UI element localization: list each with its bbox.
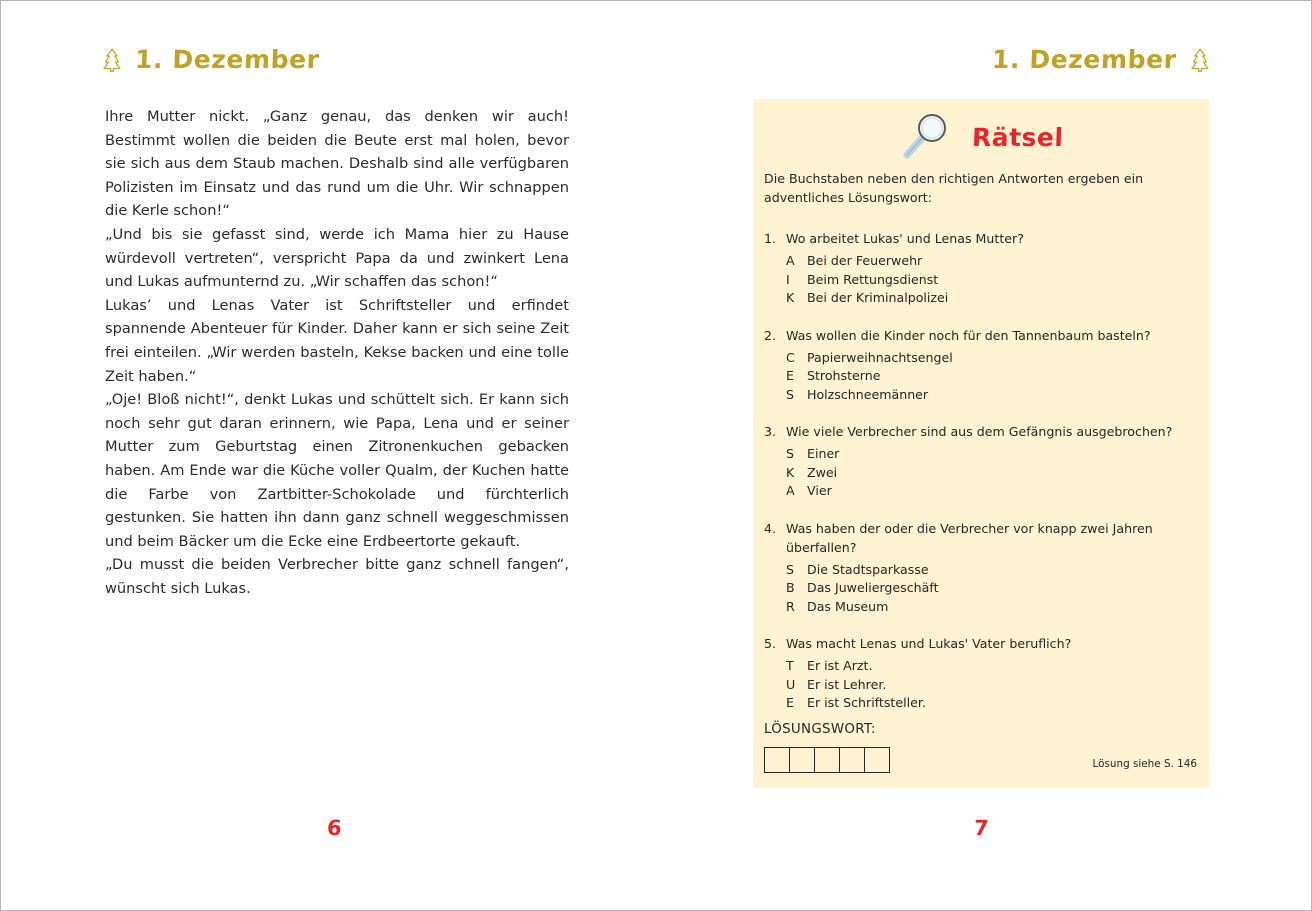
answer-letter: B xyxy=(786,580,795,595)
story-paragraph: „Du musst die beiden Verbrecher bitte ganz schnell fangen“, wünscht sich Lukas. xyxy=(105,556,569,597)
answer-text: Papierweihnachtsengel xyxy=(807,349,953,365)
question-line xyxy=(764,634,1184,653)
question-block xyxy=(764,229,1184,308)
answer-option[interactable] xyxy=(764,386,1184,405)
story-text xyxy=(105,105,569,600)
answer-option[interactable] xyxy=(764,482,1184,501)
left-page-title: 1. Dezember xyxy=(134,45,321,74)
right-page-header xyxy=(992,45,1211,74)
answer-letter: E xyxy=(786,368,794,383)
answer-option[interactable] xyxy=(764,561,1184,580)
answer-letter: C xyxy=(786,349,795,365)
solution-word-label: LÖSUNGSWORT: xyxy=(764,722,876,737)
answer-text: Die Stadtsparkasse xyxy=(807,561,929,577)
answer-option[interactable] xyxy=(764,367,1184,386)
answer-text: Strohsterne xyxy=(807,368,881,383)
question-text: Was macht Lenas und Lukas' Vater beruflich? xyxy=(786,636,1072,651)
story-paragraph: Lukas’ und Lenas Vater ist Schriftsteller und erfindet spannende Abenteuer für Kinder. Daher kann er sich seine Zeit frei einteilen. „Wir werden basteln, Kekse backen und eine tolle Zeit haben.“ xyxy=(105,296,569,385)
answer-option[interactable] xyxy=(764,598,1184,617)
answer-letter: K xyxy=(786,290,795,305)
puzzle-title: Rätsel xyxy=(971,123,1065,152)
answer-letter: A xyxy=(786,483,795,498)
answer-option[interactable] xyxy=(764,579,1184,598)
puzzle-panel xyxy=(753,99,1209,788)
question-line xyxy=(764,326,1184,345)
solution-word-boxes[interactable] xyxy=(764,747,889,773)
question-number: 1. xyxy=(764,231,777,246)
answer-text: Holzschneemänner xyxy=(807,386,929,402)
solution-reference-note: Lösung siehe S. 146 xyxy=(1092,758,1197,770)
answer-text: Beim Rettungsdienst xyxy=(807,271,939,287)
answer-option[interactable] xyxy=(764,252,1184,271)
question-text: Wo arbeitet Lukas' und Lenas Mutter? xyxy=(786,231,1024,246)
answer-letter: K xyxy=(786,464,795,480)
question-number: 2. xyxy=(764,327,777,343)
question-number: 5. xyxy=(764,636,777,651)
answer-letter: R xyxy=(786,598,795,614)
puzzle-content xyxy=(764,169,1184,731)
answer-option[interactable] xyxy=(764,694,1184,713)
solution-letter-box[interactable] xyxy=(789,747,815,773)
question-number: 4. xyxy=(764,520,777,536)
answer-text: Er ist Arzt. xyxy=(807,658,873,673)
solution-letter-box[interactable] xyxy=(839,747,865,773)
question-line xyxy=(764,519,1184,557)
answer-option[interactable] xyxy=(764,676,1184,695)
story-paragraph: Ihre Mutter nickt. „Ganz genau, das denken wir auch! Bestimmt wollen die beiden die Beute erst mal holen, bevor sie sich aus dem Staub machen. Deshalb sind alle verfügbaren Polizisten im Einsatz und das rund um die Uhr. Wir schnappen die Kerle schon!“ xyxy=(105,108,569,220)
solution-letter-box[interactable] xyxy=(814,747,840,773)
puzzle-intro: Die Buchstaben neben den richtigen Antworten ergeben ein adventliches Lösungswort: xyxy=(764,171,1144,205)
answer-letter: E xyxy=(786,695,794,710)
answer-text: Einer xyxy=(807,446,840,461)
page-number-right: 7 xyxy=(973,816,990,840)
question-number: 3. xyxy=(764,424,777,439)
answer-text: Zwei xyxy=(807,464,838,480)
question-block xyxy=(764,422,1184,501)
answer-letter: A xyxy=(786,253,795,268)
answer-option[interactable] xyxy=(764,289,1184,308)
answer-text: Bei der Kriminalpolizei xyxy=(807,290,949,305)
answer-text: Bei der Feuerwehr xyxy=(807,253,923,268)
answer-text: Er ist Lehrer. xyxy=(807,676,887,692)
answer-option[interactable] xyxy=(764,464,1184,483)
answer-text: Das Museum xyxy=(807,598,889,614)
answer-letter: S xyxy=(786,386,794,402)
question-list xyxy=(764,229,1184,713)
story-paragraph: „Und bis sie gefasst sind, werde ich Mama hier zu Hause würdevoll vertreten“, verspricht Papa da und zwinkert Lena und Lukas aufmunternd zu. „Wir schaffen das schon!“ xyxy=(105,225,569,291)
question-text: Wie viele Verbrecher sind aus dem Gefängnis ausgebrochen? xyxy=(786,424,1173,439)
answer-letter: T xyxy=(786,658,794,673)
question-line xyxy=(764,229,1184,248)
left-page-header xyxy=(101,45,320,74)
answer-option[interactable] xyxy=(764,349,1184,368)
question-block xyxy=(764,326,1184,405)
answer-letter: I xyxy=(786,271,790,287)
magnifying-glass-icon xyxy=(898,109,954,166)
answer-text: Das Juweliergeschäft xyxy=(807,580,939,595)
story-paragraph: „Oje! Bloß nicht!“, denkt Lukas und schüttelt sich. Er kann sich noch sehr gut daran erinnern, wie Papa, Lena und er seiner Mutter zum Geburtstag einen Zitronenkuchen gebacken haben. Am Ende war die Küche voller Qualm, der Kuchen hatte die Farbe von Zartbitter-Schokolade und fürchterlich gestunken. Sie hatten ihn dann ganz schnell weggeschmissen und beim Bäcker um die Ecke eine Erdbeertorte gekauft. xyxy=(105,391,569,550)
answer-letter: S xyxy=(786,446,794,461)
right-page-title: 1. Dezember xyxy=(991,45,1178,74)
question-text: Was haben der oder die Verbrecher vor knapp zwei Jahren überfallen? xyxy=(786,520,1153,555)
answer-text: Er ist Schriftsteller. xyxy=(807,695,926,710)
answer-text: Vier xyxy=(807,483,832,498)
answer-option[interactable] xyxy=(764,271,1184,290)
solution-letter-box[interactable] xyxy=(864,747,890,773)
question-block xyxy=(764,634,1184,713)
question-text: Was wollen die Kinder noch für den Tannenbaum basteln? xyxy=(786,327,1151,343)
page-number-left: 6 xyxy=(326,816,343,840)
answer-letter: S xyxy=(786,561,794,577)
christmas-tree-icon xyxy=(1189,47,1211,73)
answer-option[interactable] xyxy=(764,445,1184,464)
puzzle-header xyxy=(753,109,1209,166)
answer-option[interactable] xyxy=(764,657,1184,676)
answer-letter: U xyxy=(786,676,796,692)
question-block xyxy=(764,519,1184,617)
solution-letter-box[interactable] xyxy=(764,747,790,773)
question-line xyxy=(764,422,1184,441)
christmas-tree-icon xyxy=(101,47,123,73)
